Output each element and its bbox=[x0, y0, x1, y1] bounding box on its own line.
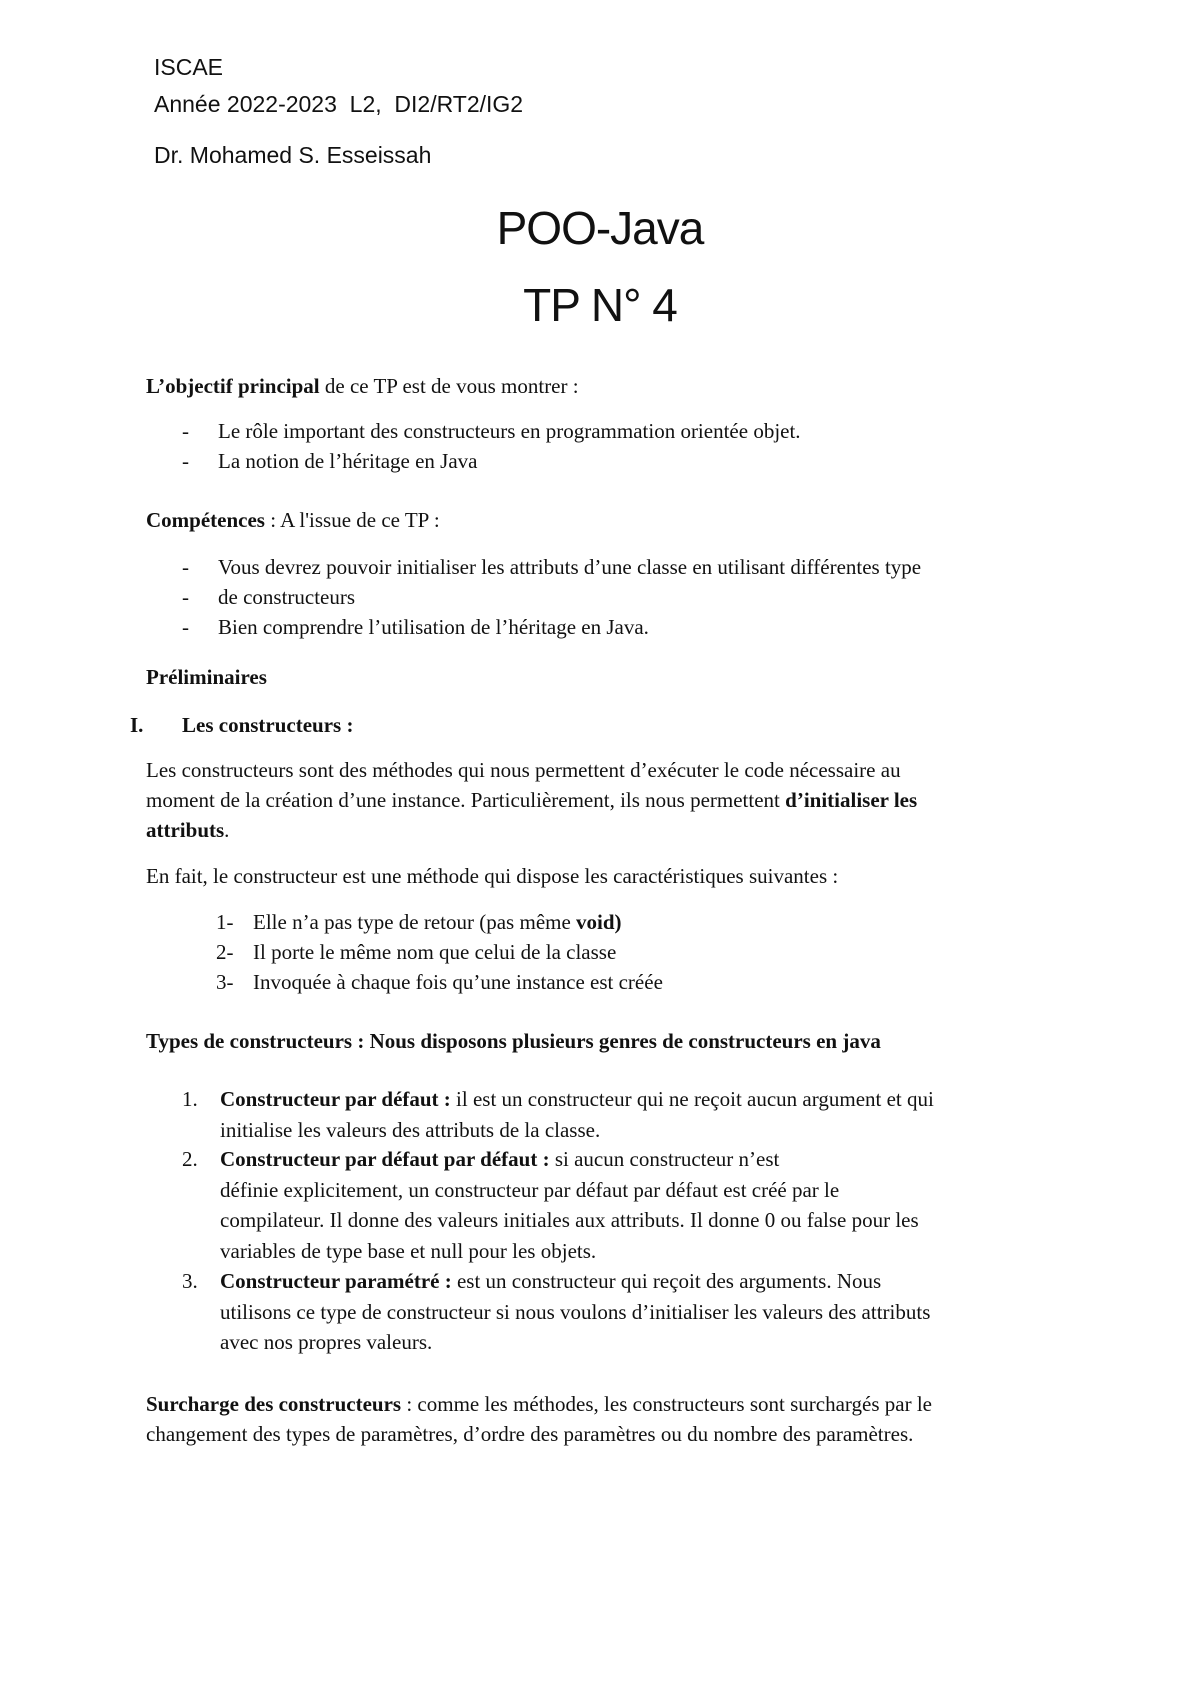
competence-item-text: de constructeurs bbox=[218, 585, 356, 609]
item-number: 1. bbox=[182, 1087, 198, 1111]
item-number: 3- bbox=[216, 970, 234, 994]
bullet-dash: - bbox=[182, 615, 189, 639]
item-number: 3. bbox=[182, 1269, 198, 1293]
competence-item-text: Bien comprendre l’utilisation de l’héritage en Java. bbox=[218, 615, 649, 639]
constructors-para-bold: d’initialiser les bbox=[785, 788, 918, 812]
institution-name: ISCAE bbox=[154, 54, 224, 80]
type-item-text bbox=[220, 1084, 1040, 1145]
characteristic-text: Il porte le même nom que celui de la classe bbox=[253, 940, 617, 964]
preliminaires-heading-text: Préliminaires bbox=[146, 665, 267, 689]
competences-lead bbox=[146, 505, 440, 536]
type-item-bold: Constructeur paramétré : bbox=[220, 1269, 452, 1293]
characteristics-intro: En fait, le constructeur est une méthode qui dispose les caractéristiques suivantes : bbox=[146, 864, 839, 888]
constructors-para-text: . bbox=[224, 818, 230, 842]
item-number: 2- bbox=[216, 940, 234, 964]
characteristic-text: Invoquée à chaque fois qu’une instance est créée bbox=[253, 970, 663, 994]
type-item-bold: Constructeur par défaut : bbox=[220, 1087, 451, 1111]
surcharge-bold: Surcharge des constructeurs bbox=[146, 1392, 402, 1416]
item-number: 1- bbox=[216, 910, 234, 934]
type-item-bold: Constructeur par défaut par défaut : bbox=[220, 1147, 550, 1171]
objective-lead bbox=[146, 371, 579, 402]
type-item-line: avec nos propres valeurs. bbox=[220, 1330, 433, 1354]
competences-lead-bold: Compétences bbox=[146, 508, 265, 532]
bullet-dash: - bbox=[182, 449, 189, 473]
objective-item-text: Le rôle important des constructeurs en programmation orientée objet. bbox=[218, 419, 801, 443]
characteristic-text bbox=[253, 907, 622, 938]
tp-title: TP N° 4 bbox=[523, 279, 677, 331]
constructors-para-line: Les constructeurs sont des méthodes qui nous permettent d’exécuter le code nécessaire au bbox=[146, 758, 901, 782]
competence-item-text: Vous devrez pouvoir initialiser les attributs d’une classe en utilisant différentes type bbox=[218, 555, 922, 579]
surcharge-line: changement des types de paramètres, d’ordre des paramètres ou du nombre des paramètres. bbox=[146, 1422, 914, 1446]
type-item-line: variables de type base et null pour les objets. bbox=[220, 1238, 597, 1263]
surcharge-line bbox=[146, 1389, 932, 1420]
section-title-text: Les constructeurs : bbox=[182, 713, 354, 737]
types-heading-text: Types de constructeurs : Nous disposons plusieurs genres de constructeurs en java bbox=[146, 1029, 881, 1053]
types-heading bbox=[146, 1026, 881, 1057]
bullet-dash: - bbox=[182, 585, 189, 609]
characteristic-bold: void) bbox=[576, 910, 622, 934]
objective-item-text: La notion de l’héritage en Java bbox=[218, 449, 478, 473]
type-item-text bbox=[220, 1266, 1040, 1358]
preliminaires-heading bbox=[146, 662, 267, 693]
item-number: 2. bbox=[182, 1147, 198, 1171]
section-title bbox=[182, 710, 353, 741]
characteristic-plain: Elle n’a pas type de retour (pas même bbox=[253, 910, 577, 934]
surcharge-text: : comme les méthodes, les constructeurs sont surchargés par le bbox=[401, 1392, 932, 1416]
author-name: Dr. Mohamed S. Esseissah bbox=[154, 142, 432, 168]
constructors-para-bold: attributs bbox=[146, 818, 225, 842]
constructors-para-line bbox=[146, 785, 917, 816]
academic-year: Année 2022-2023 L2, DI2/RT2/IG2 bbox=[154, 91, 524, 117]
type-item-line: si aucun constructeur n’est bbox=[549, 1147, 780, 1171]
type-item-line: il est un constructeur qui ne reçoit aucun argument et qui bbox=[450, 1087, 934, 1111]
objective-lead-bold: L’objectif principal bbox=[146, 374, 320, 398]
constructors-para-line bbox=[146, 815, 229, 846]
type-item-line: définie explicitement, un constructeur par défaut par défaut est créé par le bbox=[220, 1177, 840, 1202]
type-item-line: compilateur. Il donne des valeurs initiales aux attributs. Il donne 0 ou false pour les bbox=[220, 1208, 919, 1232]
section-heading bbox=[130, 710, 143, 741]
type-item-line: initialise les valeurs des attributs de la classe. bbox=[220, 1117, 601, 1142]
type-item-text bbox=[220, 1144, 1040, 1266]
competences-lead-rest: : A l'issue de ce TP : bbox=[264, 508, 440, 532]
type-item-line: est un constructeur qui reçoit des arguments. Nous bbox=[451, 1269, 882, 1293]
section-number: I. bbox=[130, 713, 144, 737]
constructors-para-text: moment de la création d’une instance. Particulièrement, ils nous permettent bbox=[146, 788, 786, 812]
bullet-dash: - bbox=[182, 419, 189, 443]
type-item-line: utilisons ce type de constructeur si nous voulons d’initialiser les valeurs des attributs bbox=[220, 1299, 931, 1324]
bullet-dash: - bbox=[182, 555, 189, 579]
course-title: POO-Java bbox=[496, 202, 704, 254]
objective-lead-rest: de ce TP est de vous montrer : bbox=[319, 374, 579, 398]
